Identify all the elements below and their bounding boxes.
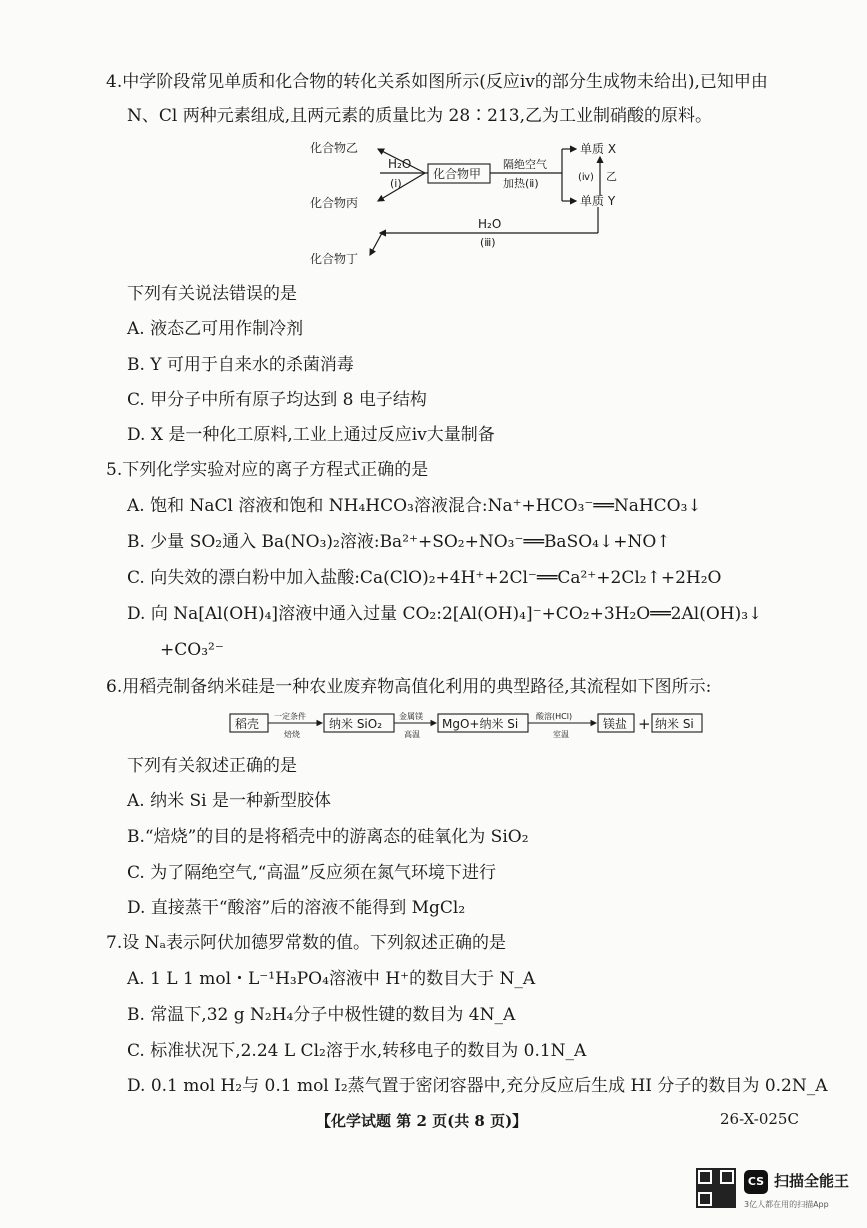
- flow-cond-1-bottom: 焙烧: [284, 730, 300, 739]
- flow-plus: +: [638, 715, 651, 733]
- q6-stem: 6.用稻壳制备纳米硅是一种农业废弃物高值化利用的典型路径,其流程如下图所示:: [106, 677, 712, 697]
- flow-cond-1-top: 一定条件: [274, 712, 306, 721]
- q5-option-a: A. 饱和 NaCl 溶液和饱和 NH₄HCO₃溶液混合:Na⁺+HCO₃⁻══NaHCO₃↓: [127, 496, 702, 516]
- q6-option-b: B.“焙烧”的目的是将稻壳中的游离态的硅氧化为 SiO₂: [127, 827, 529, 847]
- compound-bing: 化合物丙: [310, 196, 359, 210]
- camscanner-name: 扫描全能王: [774, 1172, 850, 1190]
- q4-cond-ii-bottom: 加热(ⅱ): [503, 177, 539, 190]
- qr-code-icon: [696, 1168, 736, 1208]
- element-y: 单质 Y: [580, 194, 616, 208]
- flow-step-rice-husk: 稻壳: [235, 717, 260, 731]
- element-x: 单质 X: [580, 142, 617, 156]
- q7-option-a: A. 1 L 1 mol・L⁻¹H₃PO₄溶液中 H⁺的数目大于 N_A: [127, 969, 536, 989]
- q5-option-d-line2: +CO₃²⁻: [160, 640, 224, 660]
- flow-cond-2-bottom: 高温: [404, 730, 420, 739]
- q4-label-yi: 乙: [606, 170, 617, 183]
- q6-option-c: C. 为了隔绝空气,“高温”反应须在氮气环境下进行: [127, 863, 496, 883]
- q4-reaction-diagram: [300, 135, 640, 270]
- q4-label-iv: (ⅳ): [578, 172, 594, 183]
- q7-option-b: B. 常温下,32 g N₂H₄分子中极性键的数目为 4N_A: [127, 1005, 516, 1025]
- flow-step-mgo-si: MgO+纳米 Si: [442, 717, 519, 731]
- q7-stem: 7.设 Nₐ表示阿伏加德罗常数的值。下列叙述正确的是: [106, 933, 507, 953]
- q4-stem-line1: 4.中学阶段常见单质和化合物的转化关系如图所示(反应ⅳ的部分生成物未给出),已知甲由: [106, 72, 768, 92]
- q6-flow-diagram: [226, 708, 706, 742]
- q4-option-b: B. Y 可用于自来水的杀菌消毒: [127, 355, 354, 375]
- q4-h2o-i: H₂O: [388, 157, 412, 171]
- q7-option-c: C. 标准状况下,2.24 L Cl₂溶于水,转移电子的数目为 0.1N_A: [127, 1041, 587, 1061]
- q6-option-d: D. 直接蒸干“酸溶”后的溶液不能得到 MgCl₂: [127, 898, 466, 918]
- q4-label-iii: (ⅲ): [480, 236, 496, 249]
- q4-h2o-iii: H₂O: [478, 217, 502, 231]
- q4-prompt: 下列有关说法错误的是: [127, 284, 297, 304]
- q5-option-b: B. 少量 SO₂通入 Ba(NO₃)₂溶液:Ba²⁺+SO₂+NO₃⁻══BaSO₄↓+NO↑: [127, 532, 671, 552]
- compound-ding: 化合物丁: [310, 252, 359, 266]
- flow-step-nano-si: 纳米 Si: [655, 717, 694, 731]
- q5-option-d-line1: D. 向 Na[Al(OH)₄]溶液中通入过量 CO₂:2[Al(OH)₄]⁻+CO₂+3H₂O══2Al(OH)₃↓: [127, 604, 763, 624]
- q4-option-c: C. 甲分子中所有原子均达到 8 电子结构: [127, 390, 427, 410]
- compound-yi: 化合物乙: [310, 141, 359, 155]
- exam-code: 26-X-025C: [720, 1110, 799, 1128]
- q4-option-d: D. X 是一种化工原料,工业上通过反应ⅳ大量制备: [127, 425, 495, 445]
- q4-label-i: (ⅰ): [390, 177, 402, 190]
- q5-stem: 5.下列化学实验对应的离子方程式正确的是: [106, 460, 429, 480]
- q7-option-d: D. 0.1 mol H₂与 0.1 mol I₂蒸气置于密闭容器中,充分反应后生成 HI 分子的数目为 0.2N_A: [127, 1076, 828, 1096]
- q4-option-a: A. 液态乙可用作制冷剂: [127, 319, 304, 339]
- camscanner-logo: CS: [744, 1170, 768, 1194]
- flow-step-nano-sio2: 纳米 SiO₂: [329, 717, 383, 731]
- compound-jia: 化合物甲: [433, 167, 482, 181]
- page-footer: 【化学试题 第 2 页(共 8 页)】: [316, 1112, 528, 1130]
- camscanner-tagline: 3亿人都在用的扫描App: [744, 1200, 829, 1209]
- q4-cond-ii-top: 隔绝空气: [503, 158, 547, 171]
- flow-cond-2-top: 金属镁: [399, 712, 423, 721]
- flow-cond-3-bottom: 室温: [553, 730, 569, 739]
- q6-option-a: A. 纳米 Si 是一种新型胶体: [127, 791, 331, 811]
- flow-step-mg-salt: 镁盐: [603, 717, 628, 731]
- q4-stem-line2: N、Cl 两种元素组成,且两元素的质量比为 28∶213,乙为工业制硝酸的原料。: [127, 106, 713, 126]
- q6-prompt: 下列有关叙述正确的是: [127, 756, 297, 776]
- q5-option-c: C. 向失效的漂白粉中加入盐酸:Ca(ClO)₂+4H⁺+2Cl⁻══Ca²⁺+2Cl₂↑+2H₂O: [127, 568, 722, 588]
- flow-cond-3-top: 酸溶(HCl): [536, 712, 573, 721]
